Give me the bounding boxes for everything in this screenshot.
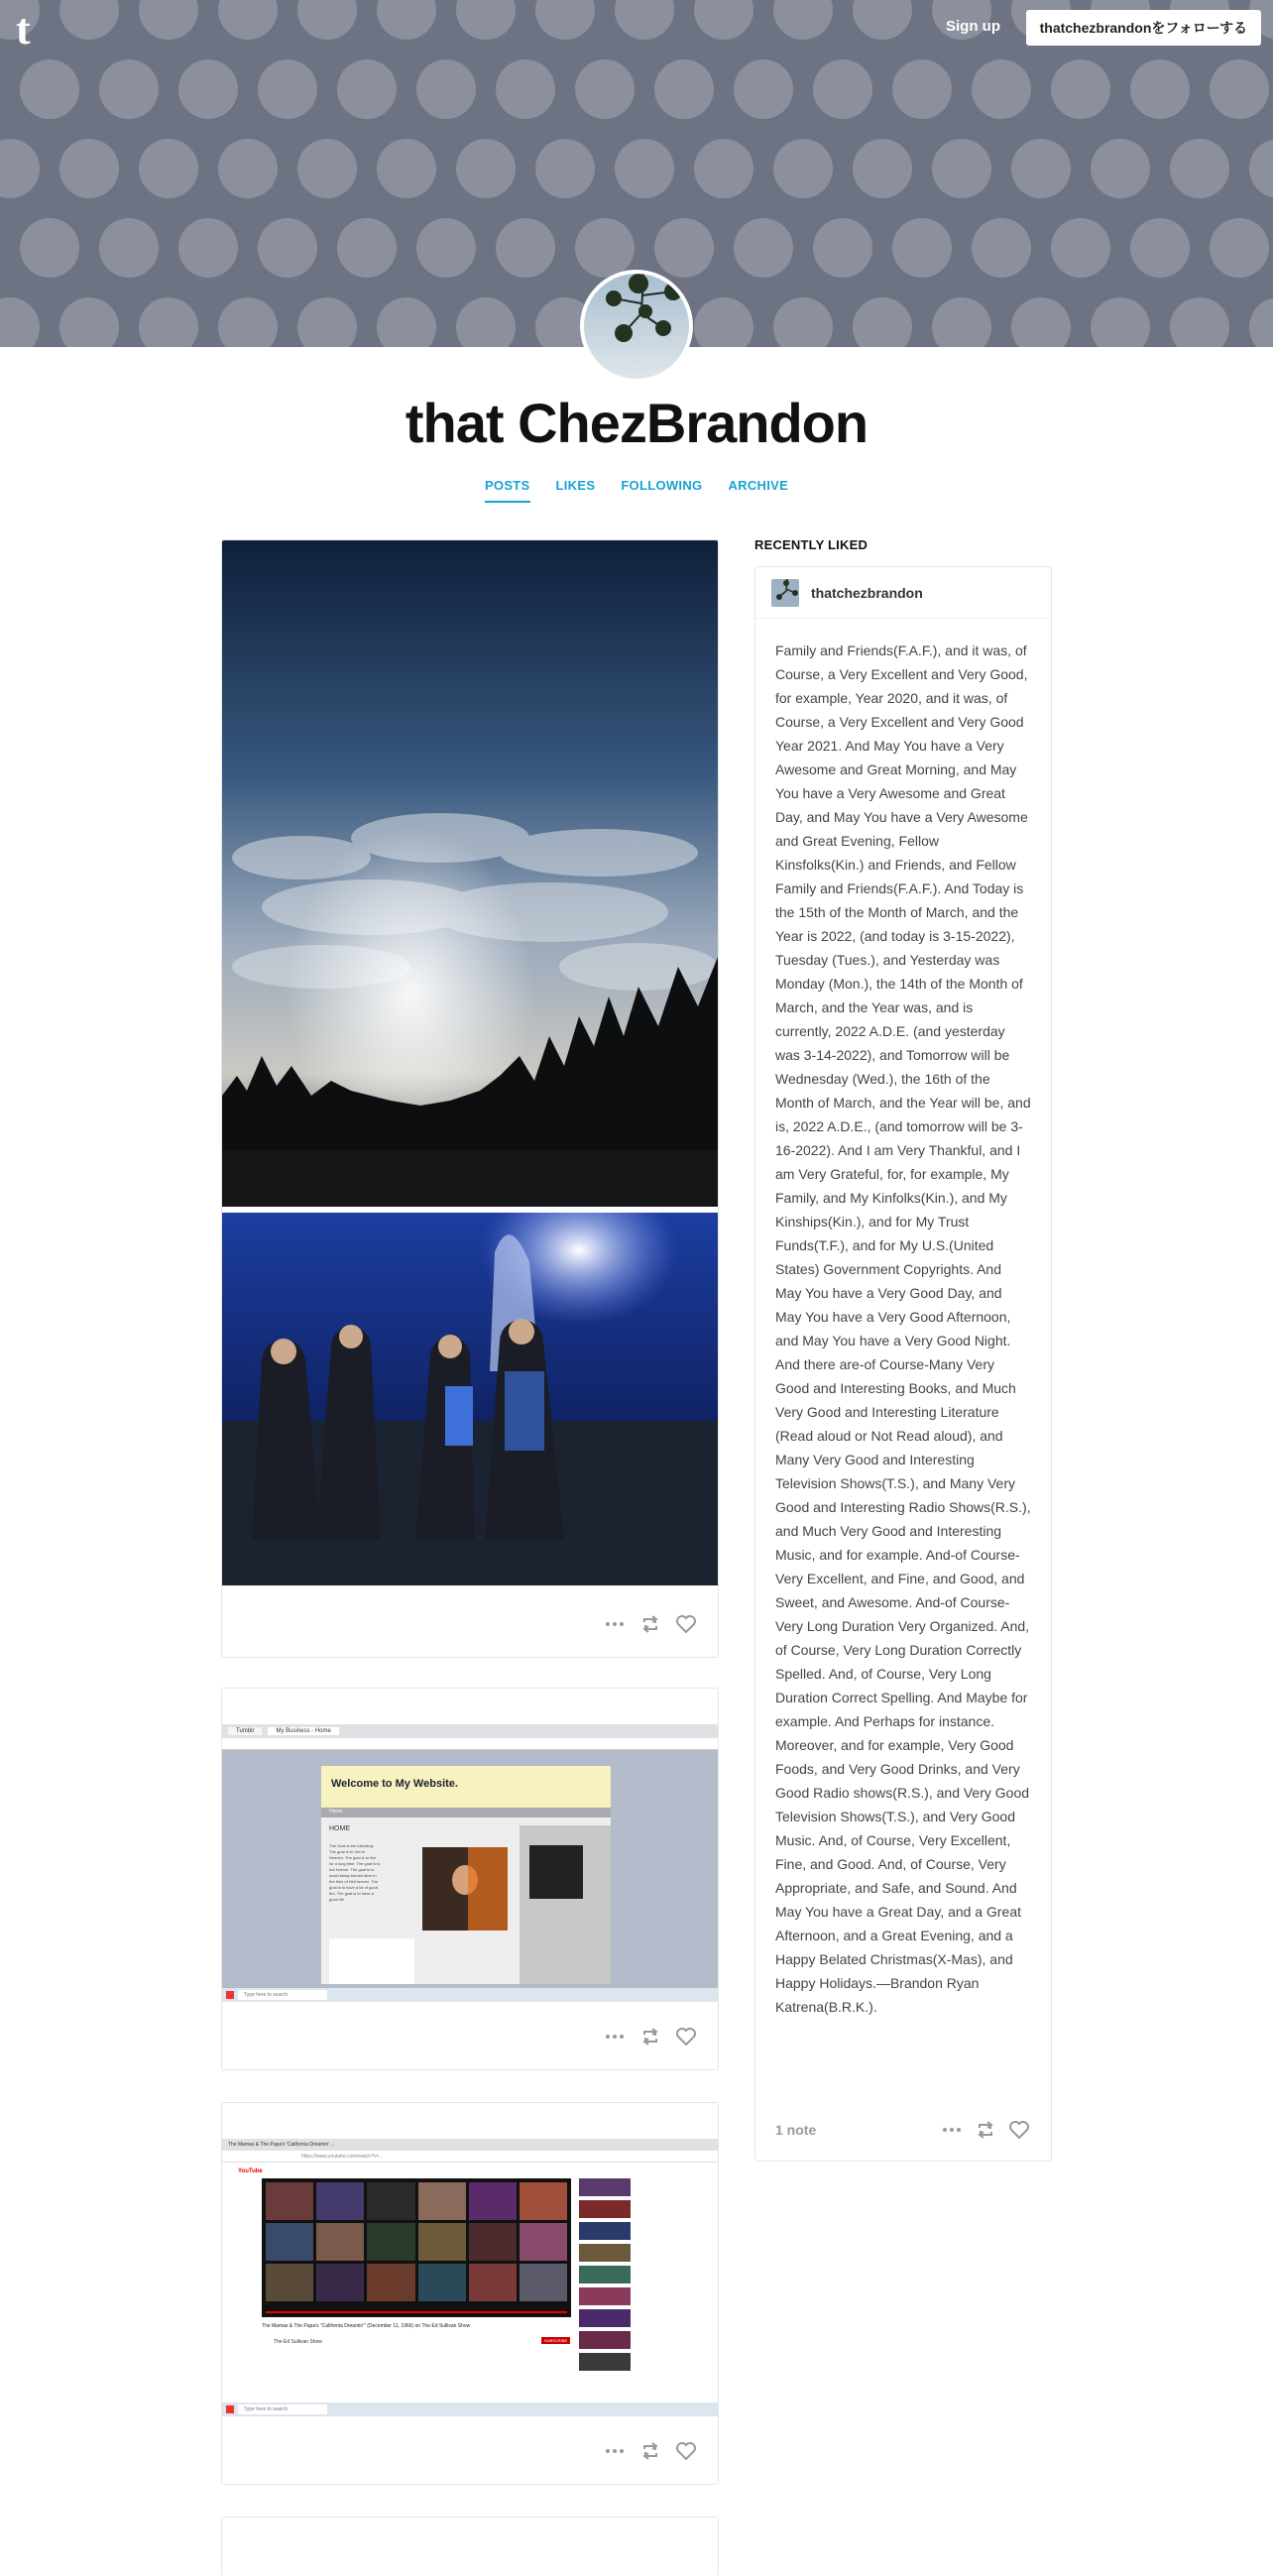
header-pattern-dot bbox=[892, 218, 952, 278]
header-pattern-dot bbox=[535, 0, 595, 40]
sky-trees-photo[interactable] bbox=[222, 540, 718, 1207]
screenshot-post bbox=[221, 2102, 719, 2485]
heart-icon[interactable] bbox=[674, 2439, 698, 2463]
address-bar: https://www.youtube.com/watch?v=... bbox=[222, 2151, 718, 2163]
header-pattern-dot bbox=[1011, 297, 1071, 347]
more-dots-icon[interactable] bbox=[603, 2025, 627, 2049]
site-page bbox=[321, 1766, 611, 1984]
header-pattern-dot bbox=[615, 139, 674, 198]
header-pattern-dot bbox=[1210, 218, 1269, 278]
heart-icon[interactable] bbox=[1007, 2118, 1031, 2142]
taskbar-search[interactable]: Type here to search bbox=[238, 2404, 327, 2414]
tab-archive[interactable]: ARCHIVE bbox=[728, 478, 789, 493]
header-pattern-dot bbox=[773, 297, 833, 347]
header-pattern-dot bbox=[813, 218, 872, 278]
header-pattern-dot bbox=[575, 59, 635, 119]
header-pattern-dot bbox=[615, 0, 674, 40]
header-pattern-dot bbox=[218, 0, 278, 40]
header-pattern-dot bbox=[297, 297, 357, 347]
header-pattern-dot bbox=[1091, 139, 1150, 198]
blog-title: that ChezBrandon bbox=[405, 392, 868, 454]
header-pattern-dot bbox=[1011, 139, 1071, 198]
taskbar bbox=[222, 1988, 718, 2002]
header-pattern-dot bbox=[932, 297, 991, 347]
reblog-icon[interactable] bbox=[974, 2118, 997, 2142]
related-videos bbox=[579, 2178, 708, 2402]
header-pattern-dot bbox=[258, 59, 317, 119]
header-pattern-dot bbox=[297, 139, 357, 198]
header-pattern-dot bbox=[1210, 59, 1269, 119]
site-heading: Welcome to My Website. bbox=[321, 1766, 611, 1808]
header-pattern-dot bbox=[59, 0, 119, 40]
header-pattern-dot bbox=[99, 218, 159, 278]
header-pattern-dot bbox=[734, 218, 793, 278]
more-dots-icon[interactable] bbox=[940, 2118, 964, 2142]
header-pattern-dot bbox=[1249, 297, 1273, 347]
post-partial bbox=[221, 2517, 719, 2576]
site-body-text: The Goal is the following: The goal is to Get to Heaven. The goal is to live for a long time. The goal is to live forever. The goal is to avoid being burned alive in the fires of Hell forever. The goal is to have a lot of good fun. The goal is to have a good life. bbox=[329, 1843, 381, 1902]
header-pattern-dot bbox=[99, 59, 159, 119]
header-pattern-dot bbox=[59, 297, 119, 347]
header-pattern-dot bbox=[1051, 218, 1110, 278]
tumblr-logo[interactable]: t bbox=[16, 5, 31, 54]
header-pattern-dot bbox=[496, 59, 555, 119]
header-pattern-dot bbox=[377, 297, 436, 347]
header-pattern-dot bbox=[773, 139, 833, 198]
browser-tab: Tumblr bbox=[228, 1727, 262, 1735]
header-pattern-dot bbox=[178, 59, 238, 119]
heart-icon[interactable] bbox=[674, 1612, 698, 1636]
site-photo bbox=[422, 1847, 508, 1931]
blog-nav bbox=[0, 478, 1273, 503]
header-pattern-dot bbox=[1130, 59, 1190, 119]
taskbar bbox=[222, 2402, 718, 2416]
reblog-icon[interactable] bbox=[638, 2439, 662, 2463]
more-dots-icon[interactable] bbox=[603, 2439, 627, 2463]
header-pattern-dot bbox=[20, 59, 79, 119]
browser-tab: The Mamas & The Papa's 'California Dreamin' ... bbox=[222, 2139, 718, 2151]
header-pattern-dot bbox=[892, 59, 952, 119]
header-pattern-dot bbox=[1051, 59, 1110, 119]
header-pattern-dot bbox=[654, 218, 714, 278]
screenshot-post bbox=[221, 1688, 719, 2070]
more-dots-icon[interactable] bbox=[603, 1612, 627, 1636]
header-pattern-dot bbox=[20, 218, 79, 278]
site-photo-small bbox=[529, 1845, 583, 1899]
header-pattern-dot bbox=[456, 0, 516, 40]
website-screenshot[interactable] bbox=[222, 1724, 718, 2002]
header-pattern-dot bbox=[972, 59, 1031, 119]
header-pattern-dot bbox=[218, 297, 278, 347]
header-pattern-dot bbox=[773, 0, 833, 40]
header-pattern-dot bbox=[535, 139, 595, 198]
header-pattern-dot bbox=[853, 0, 912, 40]
subscribe-button[interactable]: SUBSCRIBE bbox=[541, 2337, 570, 2344]
author-avatar[interactable] bbox=[771, 579, 799, 607]
tab-following[interactable]: FOLLOWING bbox=[621, 478, 703, 493]
header-pattern-dot bbox=[456, 139, 516, 198]
liked-post-text: Family and Friends(F.A.F.), and it was, of Course, a Very Excellent and Very Good, for example, Year 2020, and it was, of Course, a Very Excellent and Very Good Year 2021. And May You have a Very Awesome and Great Morning, and May You have a Very Awesome and Great Day, and May You have a Very Awesome and Great Evening, Fellow Kinsfolks(Kin.) and Friends, and Fellow Family and Friends(F.A.F.). And Today is the 15th of the Month of March, and the Year is 2022, (and today is 3-15-2022), Tuesday (Tues.), and Yesterday was Monday (Mon.), the 14th of the Month of March, and the Year was, and is currently, 2022 A.D.E. (and yesterday was 3-14-2022), and Tomorrow will be Wednesday (Wed.), the 16th of the Month of March, and the Year will be, and is, 2022 A.D.E., (and tomorrow will be 3-16-2022). And I am Very Thankful, and I am Very Grateful, for, for example, My Family, and My Kinfolks(Kin.), and My Kinships(Kin.), and for My Trust Funds(T.F.), and for My U.S.(United States) Government Copyrights. And May You have a Very Good Day, and May You have a Very Good Afternoon, and May You have a Very Good Night. And there are-of Course-Many Very Good and Interesting Books, and Much Very Good and Interesting Literature (Read aloud or Not Read aloud), and Many Very Good and Interesting Television Shows(T.S.), and Many Very Good and Interesting Radio Shows(R.S.), and Much Very Good and Interesting Music, and for example. And-of Course-Very Excellent, and Fine, and Good, and Sweet, and Awesome. And-of Course-Very Long Duration Very Organized. And, of Course, Very Long Duration Correctly Spelled. And, of Course, Very Long Duration Correct Spelling. And Maybe for example. And Perhaps for instance. Moreover, and for example, Very Good Foods, and Very Good Drinks, and Very Good Radio shows(R.S.), and Very Good Television Shows(T.S.), and Very Good Music. And, of Course, Very Excellent, Fine, and Good. And, of Course, Very Appropriate, and Safe, and Sound. And May You have a Great Day, and a Great Afternoon, and a Great Evening, and a Happy Belated Christmas(X-Mas), and Happy Holidays.—Brandon Ryan Katrena(B.R.K.). bbox=[775, 643, 1031, 2015]
liked-post-card bbox=[754, 566, 1052, 2162]
recently-liked-heading: RECENTLY LIKED bbox=[754, 537, 868, 552]
post-actions bbox=[222, 2418, 718, 2484]
header-pattern-dot bbox=[694, 0, 753, 40]
header-pattern-dot bbox=[0, 139, 40, 198]
header-pattern-dot bbox=[654, 59, 714, 119]
header-pattern-dot bbox=[1170, 297, 1229, 347]
header-pattern-dot bbox=[932, 139, 991, 198]
avatar-image bbox=[584, 274, 689, 379]
group-fountain-photo[interactable] bbox=[222, 1213, 718, 1585]
header-pattern-dot bbox=[456, 297, 516, 347]
header-pattern-dot bbox=[853, 139, 912, 198]
signup-link[interactable]: Sign up bbox=[946, 18, 1000, 35]
follow-button[interactable]: thatchezbrandonをフォローする bbox=[1026, 10, 1261, 46]
reblog-icon[interactable] bbox=[638, 2025, 662, 2049]
header-pattern-dot bbox=[694, 297, 753, 347]
header-pattern-dot bbox=[377, 139, 436, 198]
liked-post-actions bbox=[755, 2099, 1051, 2161]
header-pattern-dot bbox=[218, 139, 278, 198]
liked-post-author[interactable] bbox=[755, 567, 1051, 619]
header-pattern-dot bbox=[139, 139, 198, 198]
blog-avatar[interactable] bbox=[580, 270, 693, 383]
header-pattern-dot bbox=[1130, 218, 1190, 278]
browser-tab: My Business - Home bbox=[268, 1727, 338, 1735]
header-pattern-dot bbox=[575, 218, 635, 278]
header-pattern-dot bbox=[139, 297, 198, 347]
notes-count[interactable]: 1 note bbox=[775, 2122, 817, 2138]
header-pattern-dot bbox=[258, 218, 317, 278]
header-pattern-dot bbox=[1249, 139, 1273, 198]
site-home-label: HOME bbox=[329, 1825, 350, 1832]
post-actions bbox=[222, 1591, 718, 1657]
header-pattern-dot bbox=[337, 59, 397, 119]
tab-posts[interactable]: POSTS bbox=[485, 478, 530, 503]
tab-likes[interactable]: LIKES bbox=[555, 478, 596, 493]
author-name[interactable]: thatchezbrandon bbox=[811, 584, 923, 601]
header-pattern-dot bbox=[734, 59, 793, 119]
header-pattern-dot bbox=[337, 218, 397, 278]
site-menu: Home bbox=[321, 1808, 611, 1817]
video-player[interactable] bbox=[262, 2178, 571, 2317]
youtube-screenshot[interactable] bbox=[222, 2139, 718, 2416]
video-title: The Mamas & The Papa's "California Dreamin'" (December 11, 1966) on The Ed Sullivan Show bbox=[262, 2323, 471, 2329]
header-pattern-dot bbox=[496, 218, 555, 278]
taskbar-search[interactable]: Type here to search bbox=[238, 1990, 327, 2000]
header-pattern-dot bbox=[1170, 139, 1229, 198]
header-pattern-dot bbox=[377, 0, 436, 40]
header-pattern-dot bbox=[416, 59, 476, 119]
heart-icon[interactable] bbox=[674, 2025, 698, 2049]
header-pattern-dot bbox=[0, 297, 40, 347]
header-pattern-dot bbox=[1091, 297, 1150, 347]
header-pattern-dot bbox=[297, 0, 357, 40]
channel-name[interactable]: The Ed Sullivan Show bbox=[274, 2339, 322, 2345]
header-pattern-dot bbox=[416, 218, 476, 278]
youtube-logo: YouTube bbox=[238, 2168, 263, 2174]
header-pattern-dot bbox=[178, 218, 238, 278]
header-pattern-dot bbox=[813, 59, 872, 119]
post-actions bbox=[222, 2004, 718, 2069]
header-pattern-dot bbox=[59, 139, 119, 198]
header-pattern-dot bbox=[139, 0, 198, 40]
reblog-icon[interactable] bbox=[638, 1612, 662, 1636]
photo-post bbox=[221, 539, 719, 1658]
header-pattern-dot bbox=[853, 297, 912, 347]
header-pattern-dot bbox=[694, 139, 753, 198]
header-pattern-dot bbox=[972, 218, 1031, 278]
